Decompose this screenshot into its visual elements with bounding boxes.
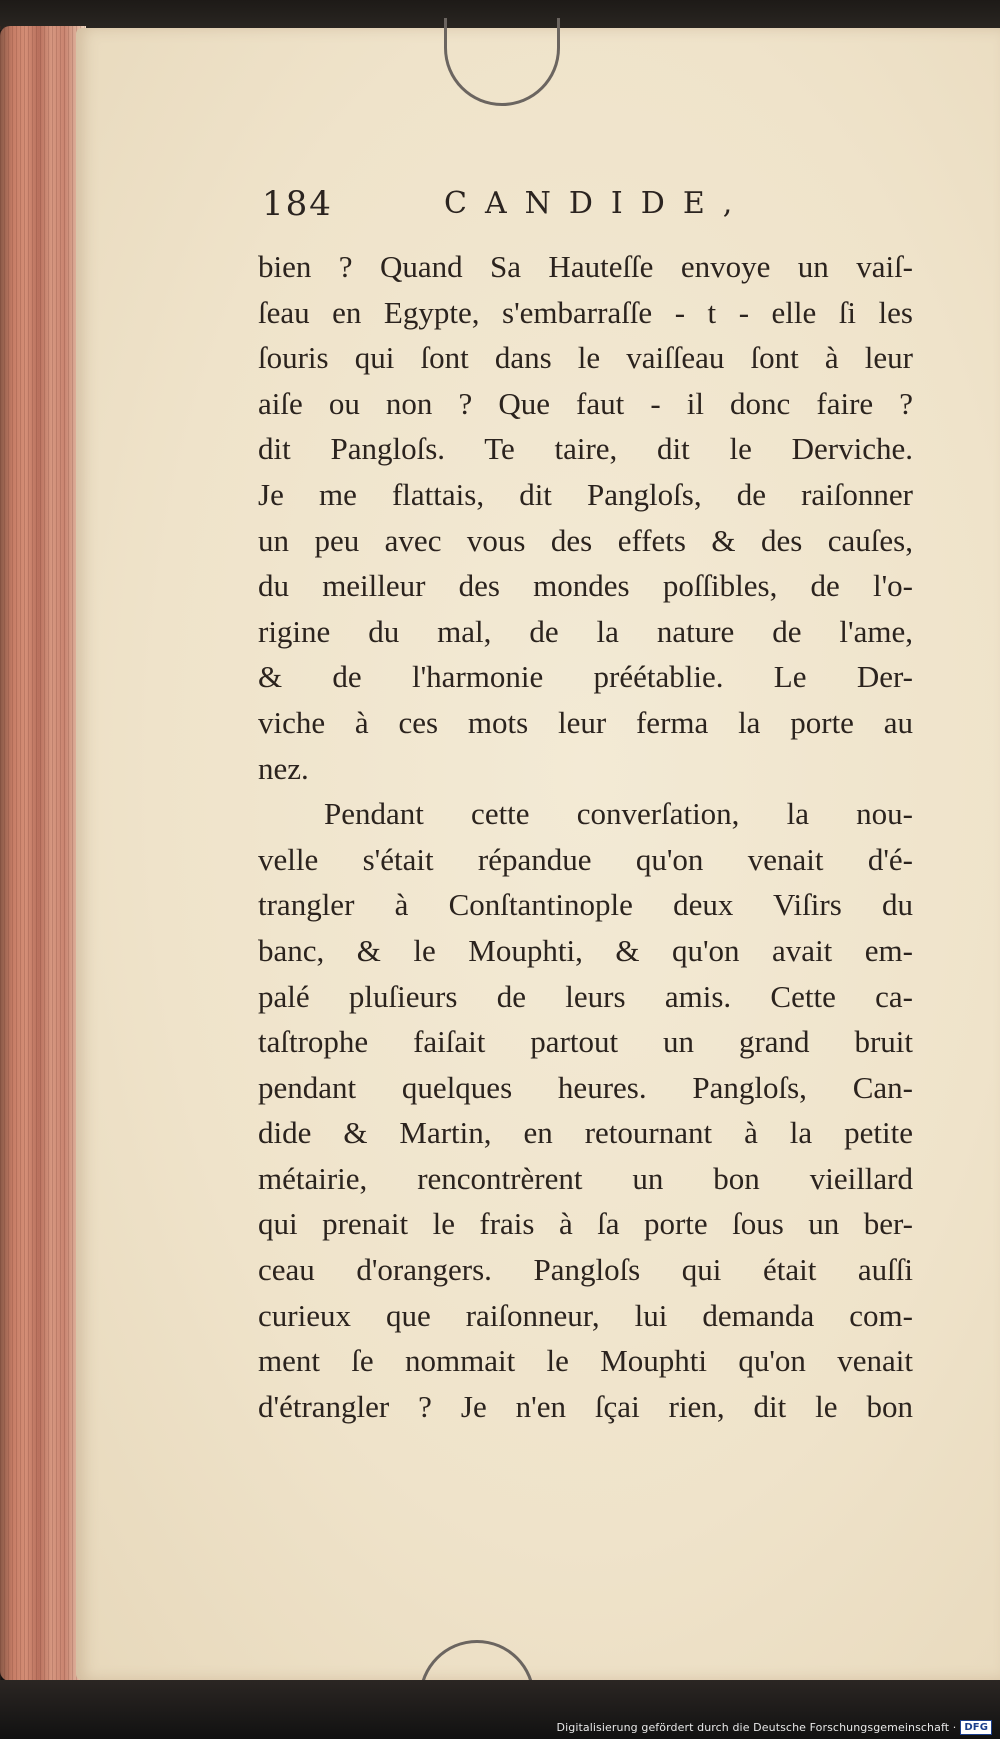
page-clamp-top [444, 18, 560, 106]
text-line: & de l'harmonie préétablie. Le Der- [258, 659, 913, 695]
page-number: 184 [262, 184, 333, 224]
text-line: velle s'était répandue qu'on venait d'é- [258, 841, 913, 877]
text-line: viche à ces mots leur ferma la porte au [258, 704, 913, 740]
text-line: nez. [258, 750, 309, 786]
text-line: dit Pangloſs. Te taire, dit le Derviche. [258, 431, 913, 467]
scanner-bottom-band [0, 1680, 1000, 1739]
text-line: ſouris qui ſont dans le vaiſſeau ſont à leur [258, 340, 913, 376]
running-head [262, 184, 902, 234]
text-line: palé pluſieurs de leurs amis. Cette ca- [258, 978, 913, 1014]
text-line: dide & Martin, en retournant à la petite [258, 1115, 913, 1151]
text-line: métairie, rencontrèrent un bon vieillard [258, 1160, 913, 1196]
text-line: rigine du mal, de la nature de l'ame, [258, 613, 913, 649]
text-line: ment ſe nommait le Mouphti qu'on venait [258, 1343, 913, 1379]
text-line: trangler à Conſtantinople deux Viſirs du [258, 887, 913, 923]
text-line: du meilleur des mondes poſſibles, de l'o- [258, 568, 913, 604]
text-line: aiſe ou non ? Que faut - il donc faire ? [258, 385, 913, 421]
text-line: ceau d'orangers. Pangloſs qui était auſſi [258, 1252, 913, 1288]
text-line: pendant quelques heures. Pangloſs, Can- [258, 1069, 913, 1105]
text-line: d'étrangler ? Je n'en ſçai rien, dit le bon [258, 1388, 913, 1424]
text-line: un peu avec vous des effets & des cauſes, [258, 522, 913, 558]
text-line: banc, & le Mouphti, & qu'on avait em- [258, 932, 913, 968]
dfg-logo-icon: DFG [960, 1720, 992, 1735]
text-line: bien ? Quand Sa Hauteſſe envoye un vaiſ- [258, 249, 913, 284]
text-line: Je me flattais, dit Pangloſs, de raiſonner [258, 476, 913, 512]
book-page-edges [0, 26, 86, 1681]
text-line: ſeau en Egypte, s'embarraſſe - t - elle ſi les [258, 294, 913, 330]
text-line: curieux que raiſonneur, lui demanda com- [258, 1297, 913, 1333]
digitization-credit [557, 1720, 992, 1735]
text-line: taſtrophe faiſait partout un grand bruit [258, 1024, 913, 1060]
credit-text: Digitalisierung gefördert durch die Deutsche Forschungsgemeinschaft · [556, 1721, 957, 1734]
book-title: CANDIDE, [444, 186, 751, 221]
page-body-text [258, 244, 913, 1429]
text-line: qui prenait le frais à ſa porte ſous un ber- [258, 1206, 913, 1242]
text-line-paragraph-start: Pendant cette converſation, la nou- [324, 796, 913, 832]
